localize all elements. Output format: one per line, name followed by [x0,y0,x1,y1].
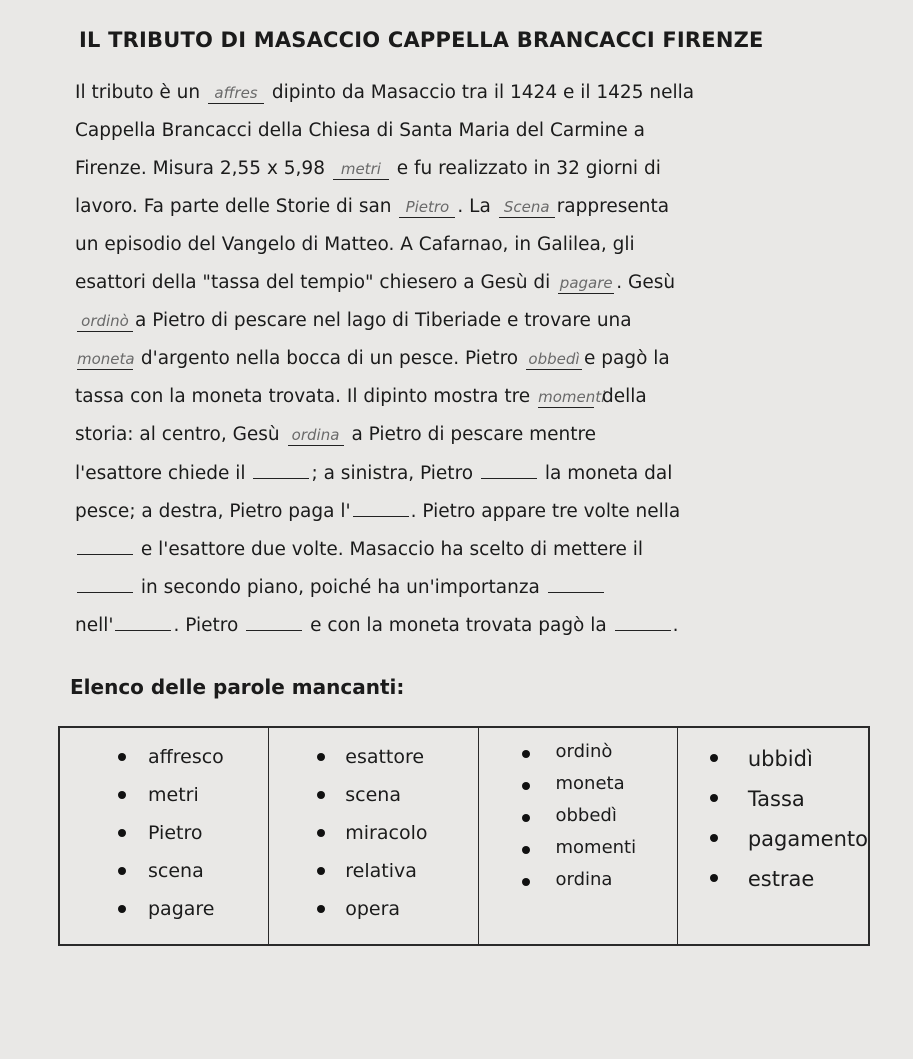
empty-blank[interactable] [77,534,133,555]
text-segment: la moneta dal [544,463,673,484]
word-item: Pietro [60,814,268,852]
word-item: opera [269,890,478,928]
text-segment: Cappella Brancacci della Chiesa di Santa Maria del Carmine a [75,120,645,141]
word-column-3 [478,728,676,944]
text-line [75,572,875,610]
word-list-title: Elenco delle parole mancanti: [70,675,405,699]
word-item: esattore [269,738,478,776]
text-segment: . Pietro [173,615,239,636]
word-item: momenti [479,834,676,866]
filled-blank[interactable]: momenti [538,388,606,406]
text-line [75,458,875,496]
text-line [75,610,875,648]
word-item: relativa [269,852,478,890]
word-list-table [58,726,870,946]
text-segment: . Pietro appare tre volte nella [410,501,681,522]
text-segment: storia: al centro, Gesù [75,424,280,445]
text-segment: . Gesù [616,272,676,293]
text-segment: nell' [75,615,114,636]
filled-blank[interactable]: metri [333,159,389,180]
empty-blank[interactable] [253,458,309,479]
empty-blank[interactable] [615,610,671,631]
text-segment: della [601,386,647,407]
word-item: moneta [479,770,676,802]
filled-blank[interactable]: ordina [288,425,344,446]
page-title: IL TRIBUTO DI MASACCIO CAPPELLA BRANCACCI FIRENZE [79,28,764,52]
text-segment: . [672,615,679,636]
text-segment: ; a sinistra, Pietro [311,463,474,484]
text-segment: l'esattore chiede il [75,463,246,484]
cloze-paragraph [75,78,875,648]
word-item: metri [60,776,268,814]
text-segment: Firenze. Misura 2,55 x 5,98 [75,158,325,179]
empty-blank[interactable] [246,610,302,631]
filled-blank[interactable]: ordinò [77,311,133,332]
text-segment: pesce; a destra, Pietro paga l' [75,501,351,522]
text-line [75,268,875,306]
text-segment: rappresenta [556,196,670,217]
text-line [75,496,875,534]
text-segment: Il tributo è un [75,82,201,103]
text-line [75,420,875,458]
filled-blank[interactable]: pagare [559,274,613,292]
text-line [75,344,875,382]
word-column-2 [268,728,478,944]
text-line [75,534,875,572]
text-line [75,78,875,116]
empty-blank[interactable] [77,572,133,593]
filled-blank[interactable]: obbedì [526,349,582,370]
text-line [75,306,875,344]
text-segment: d'argento nella bocca di un pesce. Pietro [140,348,519,369]
word-column-4 [677,728,868,944]
word-column-1 [60,728,268,944]
empty-blank[interactable] [115,610,171,631]
text-segment: a Pietro di pescare nel lago di Tiberiade e trovare una [135,310,632,331]
text-segment: lavoro. Fa parte delle Storie di san [75,196,392,217]
word-item: pagamento [678,818,868,858]
word-item: scena [269,776,478,814]
word-item: obbedì [479,802,676,834]
filled-blank[interactable]: Scena [499,197,555,218]
text-line [75,154,875,192]
text-line [75,116,875,154]
word-item: miracolo [269,814,478,852]
text-segment: . La [457,196,491,217]
empty-blank[interactable] [353,496,409,517]
filled-blank[interactable]: affres [208,83,264,104]
word-item: pagare [60,890,268,928]
text-segment: esattori della "tassa del tempio" chiesero a Gesù di [75,272,551,293]
text-segment: tassa con la moneta trovata. Il dipinto mostra tre [75,386,531,407]
text-line [75,382,875,420]
word-item: scena [60,852,268,890]
empty-blank[interactable] [548,572,604,593]
text-line [75,192,875,230]
text-line [75,230,875,268]
text-segment: a Pietro di pescare mentre [351,424,597,445]
word-item: Tassa [678,778,868,818]
text-segment: dipinto da Masaccio tra il 1424 e il 1425 nella [271,82,695,103]
word-item: estrae [678,858,868,898]
filled-blank[interactable]: moneta [77,350,135,368]
text-segment: un episodio del Vangelo di Matteo. A Cafarnao, in Galilea, gli [75,234,635,255]
word-item: affresco [60,738,268,776]
text-segment: e pagò la [583,348,670,369]
word-item: ordina [479,866,676,898]
text-segment: e fu realizzato in 32 giorni di [396,158,661,179]
text-segment: in secondo piano, poiché ha un'importanza [140,577,540,598]
text-segment: e l'esattore due volte. Masaccio ha scelto di mettere il [140,539,644,560]
text-segment: e con la moneta trovata pagò la [310,615,607,636]
empty-blank[interactable] [481,458,537,479]
word-item: ubbidì [678,738,868,778]
word-item: ordinò [479,738,676,770]
filled-blank[interactable]: Pietro [399,197,455,218]
